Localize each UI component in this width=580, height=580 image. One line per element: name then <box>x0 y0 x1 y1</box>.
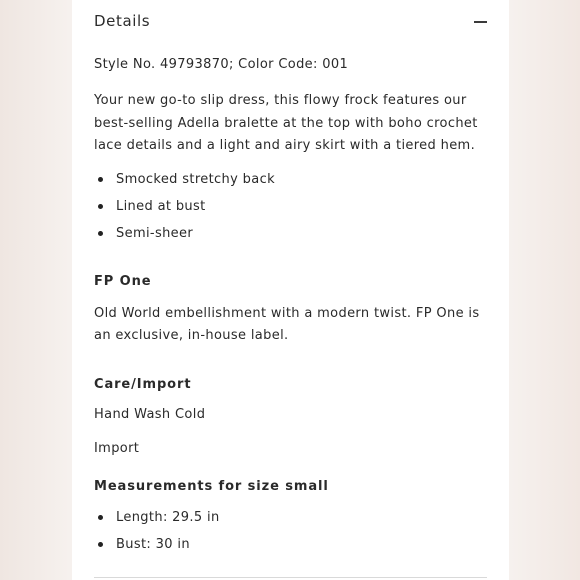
feature-text: Smocked stretchy back <box>116 171 275 187</box>
bullet-dot-icon <box>98 177 103 182</box>
product-details-panel <box>72 0 509 580</box>
feature-text: Lined at bust <box>116 198 206 214</box>
care-wash-text: Hand Wash Cold <box>94 406 206 422</box>
care-import-heading: Care/Import <box>94 376 192 392</box>
bullet-dot-icon <box>98 542 103 547</box>
bullet-dot-icon <box>98 231 103 236</box>
product-description: Your new go-to slip dress, this flowy frock features our best-selling Adella bralette at the top with boho crochet lace details and a light and airy skirt with a tiered hem. <box>94 93 478 153</box>
measurement-text: Bust: 30 in <box>116 536 190 552</box>
style-number: Style No. 49793870; Color Code: 001 <box>94 57 349 72</box>
measurements-heading: Measurements for size small <box>94 478 329 494</box>
fp-one-text: Old World embellishment with a modern twist. FP One is an exclusive, in-house label. <box>94 305 480 343</box>
minus-icon[interactable] <box>473 15 487 29</box>
list-item <box>94 193 487 220</box>
measurement-text: Length: 29.5 in <box>116 509 220 525</box>
details-accordion-header[interactable] <box>94 0 487 44</box>
details-accordion-title: Details <box>94 12 151 30</box>
details-accordion-content <box>94 44 487 558</box>
feature-list <box>94 166 487 247</box>
list-item <box>94 166 487 193</box>
section-divider <box>94 577 487 578</box>
list-item <box>94 504 487 531</box>
measurements-list <box>94 504 487 558</box>
fp-one-heading: FP One <box>94 273 152 289</box>
bullet-dot-icon <box>98 204 103 209</box>
care-import-text: Import <box>94 440 140 456</box>
list-item <box>94 531 487 558</box>
feature-text: Semi-sheer <box>116 225 194 241</box>
bullet-dot-icon <box>98 515 103 520</box>
list-item <box>94 220 487 247</box>
